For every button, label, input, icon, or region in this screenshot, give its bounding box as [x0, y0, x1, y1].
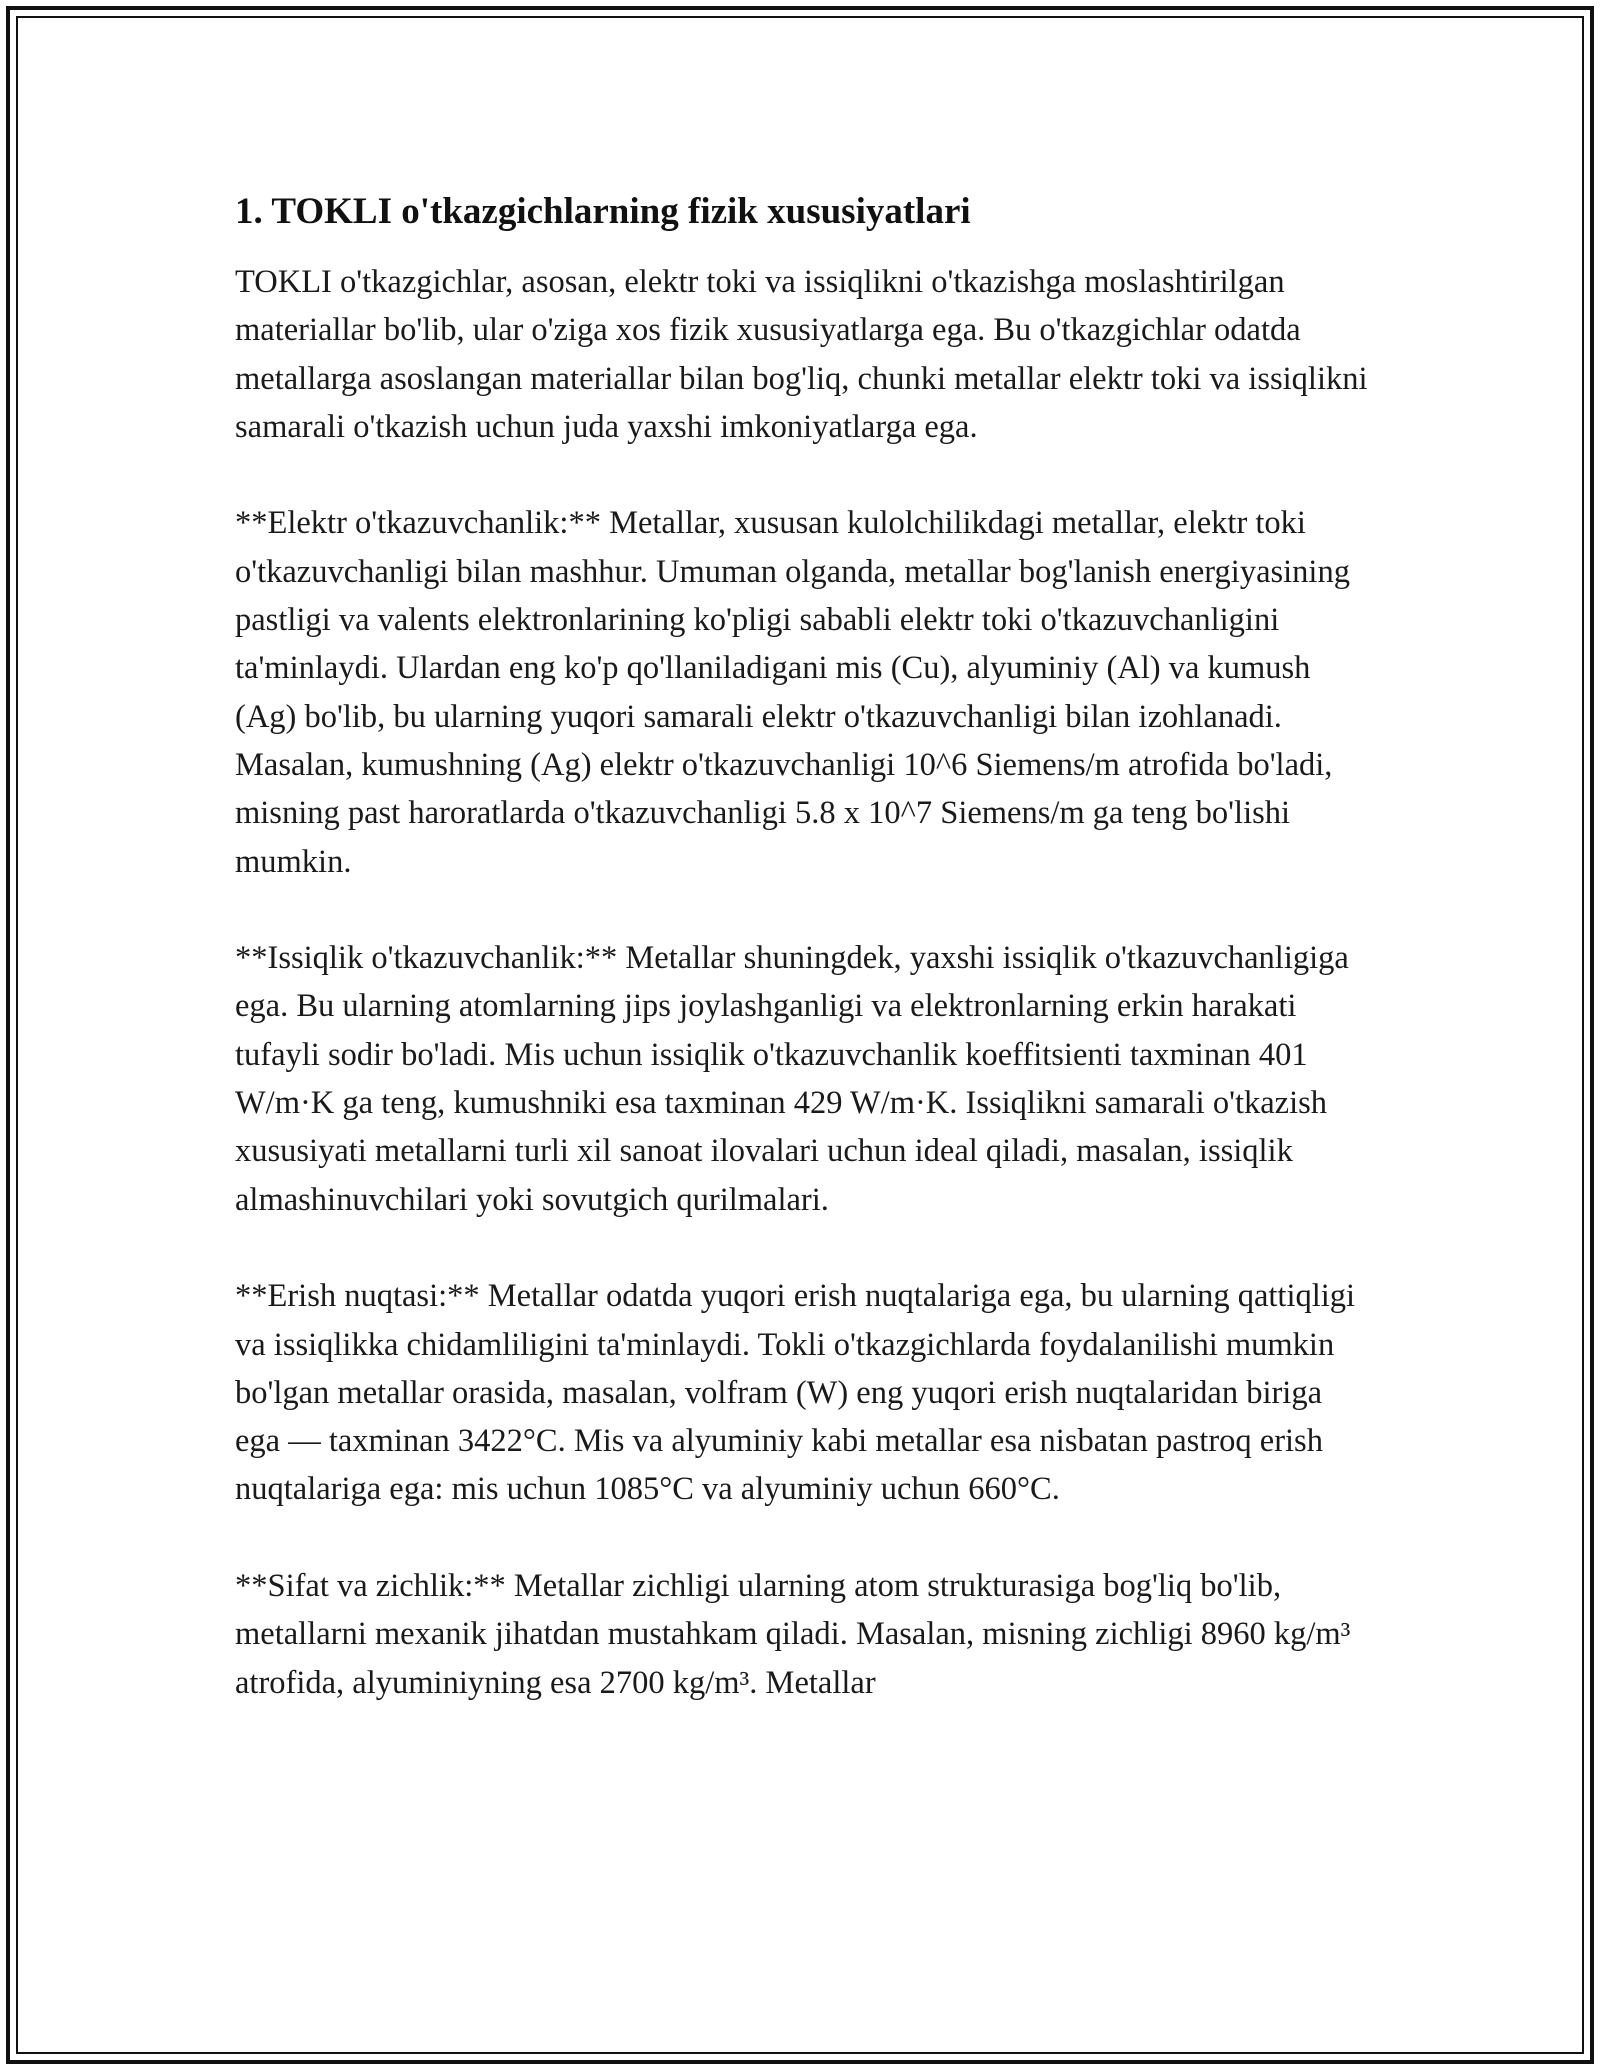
section-heading: 1. TOKLI o'tkazgichlarning fizik xususiyatlari [235, 191, 971, 232]
paragraph-electrical-conductivity: **Elektr o'tkazuvchanlik:** Metallar, xususan kulolchilikdagi metallar, elektr toki o'tkazuvchanligi bilan mashhur. Umuman olganda, metallar bog'lanish energiyasining pastligi va valents elektronlarining ko'pligi sababli elektr toki o'tkazuvchanligini ta'minlaydi. Ulardan eng ko'p qo'llaniladigani mis (Cu), alyuminiy (Al) va kumush (Ag) bo'lib, bu ularning yuqori samarali elektr o'tkazuvchanligi bilan izohlanadi. Masalan, kumushning (Ag) elektr o'tkazuvchanligi 10^6 Siemens/m atrofida bo'ladi, misning past haroratlarda o'tkazuvchanligi 5.8 x 10^7 Siemens/m ga teng bo'lishi mumkin. [235, 505, 1350, 880]
document-body [235, 188, 1375, 1755]
paragraph-intro: TOKLI o'tkazgichlar, asosan, elektr toki va issiqlikni o'tkazishga moslashtirilgan materiallar bo'lib, ular o'ziga xos fizik xususiyatlarga ega. Bu o'tkazgichlar odatda metallarga asoslangan materiallar bilan bog'liq, chunki metallar elektr toki va issiqlikni samarali o'tkazish uchun juda yaxshi imkoniyatlarga ega. [235, 264, 1368, 445]
paragraph-thermal-conductivity: **Issiqlik o'tkazuvchanlik:** Metallar shuningdek, yaxshi issiqlik o'tkazuvchanligiga ega. Bu ularning atomlarning jips joylashganligi va elektronlarning erkin harakati tufayli sodir bo'ladi. Mis uchun issiqlik o'tkazuvchanlik koeffitsienti taxminan 401 W/m·K ga teng, kumushniki esa taxminan 429 W/m·K. Issiqlikni samarali o'tkazish xususiyati metallarni turli xil sanoat ilovalari uchun ideal qiladi, masalan, issiqlik almashinuvchilari yoki sovutgich qurilmalari. [235, 940, 1349, 1218]
paragraph-density: **Sifat va zichlik:** Metallar zichligi ularning atom strukturasiga bog'liq bo'lib, metallarni mexanik jihatdan mustahkam qiladi. Masalan, misning zichligi 8960 kg/m³ atrofida, alyuminiyning esa 2700 kg/m³. Metallar [235, 1568, 1351, 1701]
paragraph-melting-point: **Erish nuqtasi:** Metallar odatda yuqori erish nuqtalariga ega, bu ularning qattiqligi va issiqlikka chidamliligini ta'minlaydi. Tokli o'tkazgichlarda foydalanilishi mumkin bo'lgan metallar orasida, masalan, volfram (W) eng yuqori erish nuqtalaridan biriga ega — taxminan 3422°C. Mis va alyuminiy kabi metallar esa nisbatan pastroq erish nuqtalariga ega: mis uchun 1085°C va alyuminiy uchun 660°C. [235, 1278, 1356, 1508]
